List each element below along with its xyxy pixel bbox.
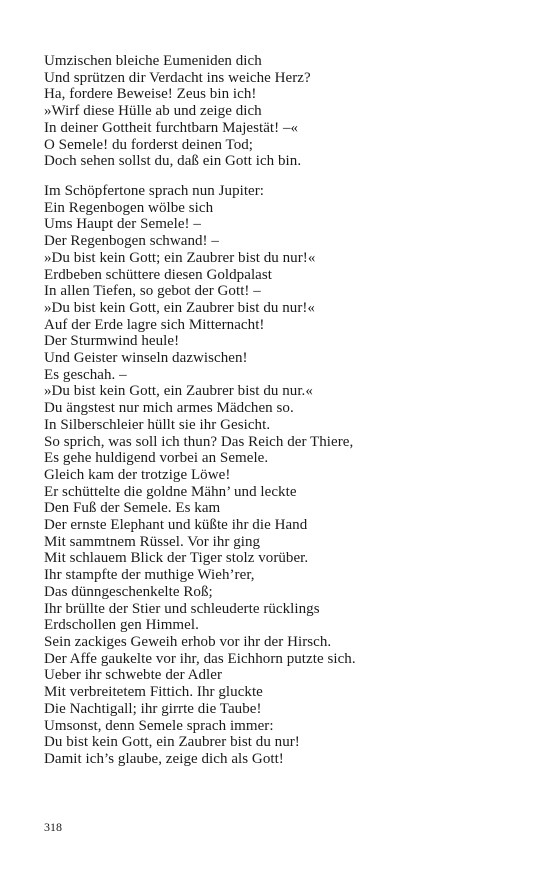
poem-line: Ein Regenbogen wölbe sich — [44, 199, 214, 216]
poem-line: Und Geister winseln dazwischen! — [44, 350, 248, 367]
poem-line: Umzischen bleiche Eumeniden dich — [44, 53, 262, 69]
poem-line: Es gehe huldigend vorbei an Semele. — [44, 450, 269, 467]
poem-line: Erdbeben schüttere diesen Goldpalast — [44, 266, 272, 283]
poem-line: Mit schlauem Blick der Tiger stolz vorüber. — [44, 550, 309, 567]
poem-line: Es geschah. – — [44, 366, 127, 383]
poem-line: Der ernste Elephant und küßte ihr die Hand — [44, 517, 308, 534]
poem-line: Sein zackiges Geweih erhob vor ihr der Hirsch. — [44, 633, 332, 650]
poem-line: Auf der Erde lagre sich Mitternacht! — [44, 316, 265, 333]
poem-line: Der Affe gaukelte vor ihr, das Eichhorn putzte sich. — [44, 650, 356, 667]
stanza-2 — [44, 183, 356, 768]
poem-line: Der Sturmwind heule! — [44, 333, 180, 350]
poem-line: »Du bist kein Gott, ein Zaubrer bist du nur.« — [44, 383, 313, 400]
stanza-1 — [44, 53, 311, 170]
poem-line: In allen Tiefen, so gebot der Gott! – — [44, 283, 261, 300]
poem-line: »Du bist kein Gott, ein Zaubrer bist du nur!« — [44, 299, 315, 316]
poem-line: Ums Haupt der Semele! – — [44, 216, 201, 233]
page-number: 318 — [44, 820, 62, 834]
poem-line: Im Schöpfertone sprach nun Jupiter: — [44, 183, 265, 199]
poem-line: Ihr stampfte der muthige Wieh’rer, — [44, 567, 255, 584]
poem-line: Gleich kam der trotzige Löwe! — [44, 466, 231, 483]
poem-line: In deiner Gottheit furchtbarn Majestät! –« — [44, 119, 299, 136]
poem-line: Ha, fordere Beweise! Zeus bin ich! — [44, 86, 257, 103]
poem-line: »Du bist kein Gott; ein Zaubrer bist du nur!« — [44, 249, 316, 266]
poem-line: Ihr brüllte der Stier und schleuderte rücklings — [44, 600, 320, 617]
poem-line: Damit ich’s glaube, zeige dich als Gott! — [44, 750, 284, 767]
poem-line: Ueber ihr schwebte der Adler — [44, 667, 222, 684]
poem-line: Das dünngeschenkelte Roß; — [44, 583, 213, 600]
poem-line: Doch sehen sollst du, daß ein Gott ich bin. — [44, 153, 302, 170]
poem-line: Den Fuß der Semele. Es kam — [44, 500, 221, 517]
poem-line: Der Regenbogen schwand! – — [44, 233, 219, 250]
poem-line: Erdschollen gen Himmel. — [44, 617, 199, 634]
poem-line: Mit sammtnem Rüssel. Vor ihr ging — [44, 533, 261, 550]
poem-line: In Silberschleier hüllt sie ihr Gesicht. — [44, 416, 271, 433]
poem-line: O Semele! du forderst deinen Tod; — [44, 136, 254, 153]
poem-line: Mit verbreitetem Fittich. Ihr gluckte — [44, 684, 263, 701]
poem-line: Du bist kein Gott, ein Zaubrer bist du nur! — [44, 734, 300, 751]
poem-line: »Wirf diese Hülle ab und zeige dich — [44, 103, 262, 120]
poem-line: So sprich, was soll ich thun? Das Reich der Thiere, — [44, 433, 354, 450]
poem-line: Umsonst, denn Semele sprach immer: — [44, 717, 274, 734]
poem-line: Er schüttelte die goldne Mähn’ und leckte — [44, 483, 297, 500]
poem-line: Du ängstest nur mich armes Mädchen so. — [44, 400, 294, 417]
poem-line: Die Nachtigall; ihr girrte die Taube! — [44, 700, 262, 717]
poem-line: Und sprützen dir Verdacht ins weiche Herz? — [44, 69, 311, 86]
